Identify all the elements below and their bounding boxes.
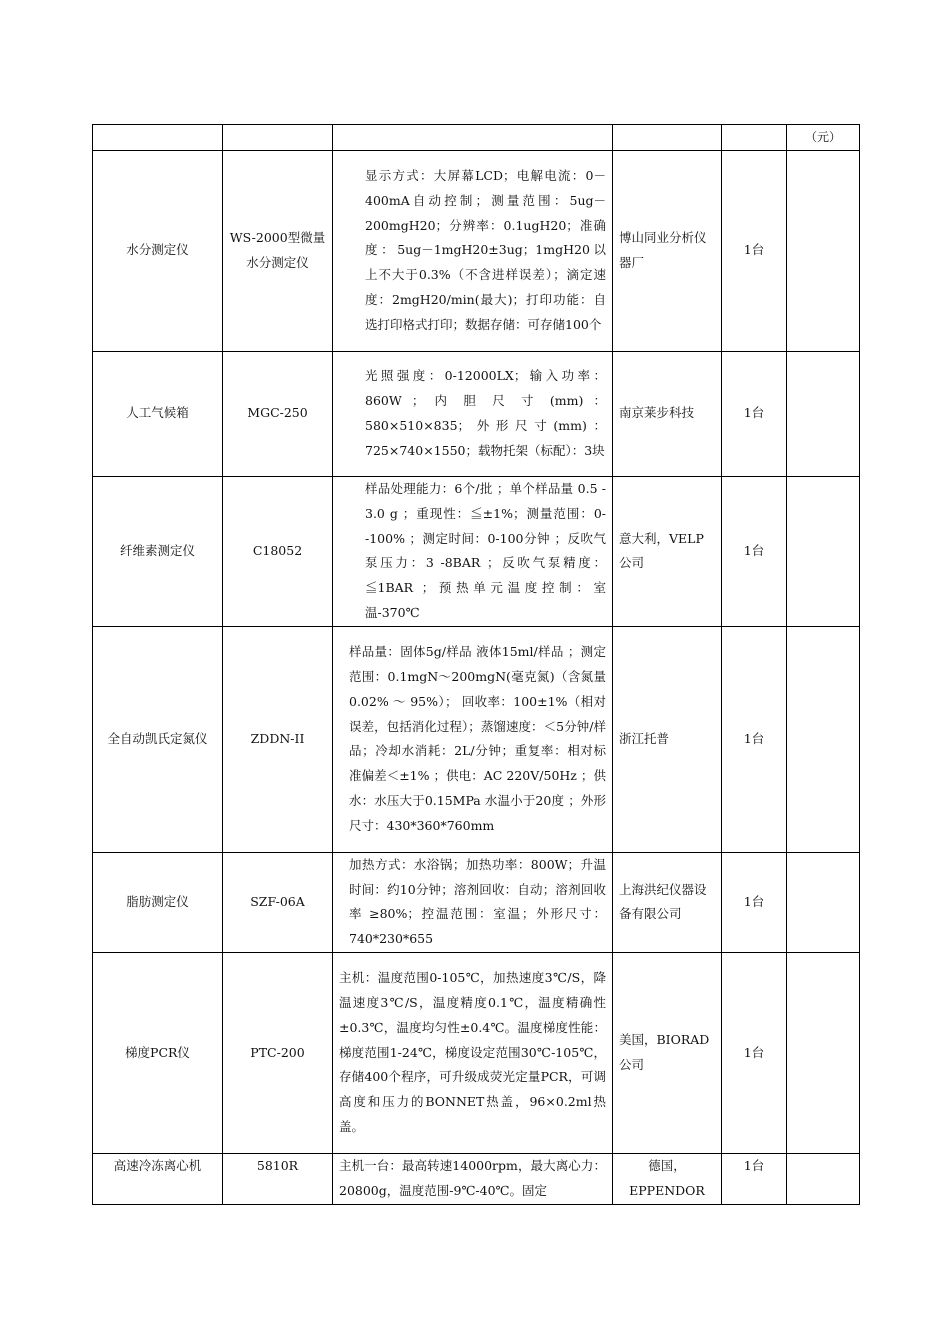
equipment-name: 梯度PCR仪 [93, 952, 223, 1153]
equipment-qty: 1台 [722, 626, 787, 852]
equipment-qty: 1台 [722, 351, 787, 476]
equipment-maker: 美国，BIORAD公司 [613, 952, 722, 1153]
equipment-name: 全自动凯氏定氮仪 [93, 626, 223, 852]
equipment-maker: 意大利，VELP公司 [613, 476, 722, 626]
equipment-qty: 1台 [722, 952, 787, 1153]
equipment-price [787, 150, 860, 351]
equipment-model: ZDDN-II [223, 626, 333, 852]
price-unit-label: （元） [787, 125, 860, 151]
header-cell-qty [722, 125, 787, 151]
table-row [93, 952, 860, 1153]
equipment-maker: 浙江托普 [613, 626, 722, 852]
equipment-name: 水分测定仪 [93, 150, 223, 351]
equipment-table [92, 124, 860, 1205]
equipment-spec: 样品量：固体5g/样品 液体15ml/样品 ；测定范围：0.1mgN～200mgN(毫克氮)（含氮量0.02% ～ 95%）； 回收率：100±1%（相对误差，包括消化过程）；蒸馏速度：＜5分钟/样品；冷却水消耗：2L/分钟；重复率：相对标准偏差＜±1% ；供电：AC 220V/50Hz ；供水：水压大于0.15MPa 水温小于20度 ；外形尺寸：430*360*760mm [333, 626, 613, 852]
equipment-qty: 1台 [722, 150, 787, 351]
equipment-maker: 德国，EPPENDOR [613, 1153, 722, 1204]
equipment-maker: 博山同业分析仪器厂 [613, 150, 722, 351]
equipment-maker: 南京莱步科技 [613, 351, 722, 476]
table-row [93, 150, 860, 351]
equipment-spec: 光照强度：0-12000LX；输入功率：860W ； 内 胆 尺 寸 (mm) ：580×510×835；外形尺寸(mm)：725×740×1550；载物托架（标配）：3块 [333, 351, 613, 476]
equipment-maker: 上海洪纪仪器设备有限公司 [613, 852, 722, 952]
equipment-qty: 1台 [722, 476, 787, 626]
equipment-name: 高速冷冻离心机 [93, 1153, 223, 1204]
equipment-spec: 加热方式：水浴锅；加热功率：800W；升温时间：约10分钟；溶剂回收：自动；溶剂回收率 ≥80%；控温范围：室温；外形尺寸：740*230*655 [333, 852, 613, 952]
equipment-price [787, 952, 860, 1153]
header-cell-spec [333, 125, 613, 151]
equipment-model: PTC-200 [223, 952, 333, 1153]
table-row [93, 852, 860, 952]
equipment-name: 脂肪测定仪 [93, 852, 223, 952]
equipment-spec: 主机：温度范围0-105℃，加热速度3℃/S，降温速度3℃/S，温度精度0.1℃，温度精确性±0.3℃，温度均匀性±0.4℃。温度梯度性能：梯度范围1-24℃，梯度设定范围30℃-105℃，存储400个程序，可升级成荧光定量PCR，可调高度和压力的BONNET热盖，96×0.2ml热盖。 [333, 952, 613, 1153]
header-cell-maker [613, 125, 722, 151]
table-row [93, 476, 860, 626]
equipment-spec: 样品处理能力：6个/批 ；单个样品量 0.5 - 3.0 g ；重现性：≦±1%；测量范围：0--100% ；测定时间：0-100分钟 ；反吹气泵压力：3 -8BAR ；反吹气泵精度：≦1BAR ；预热单元温度控制：室温-370℃ [333, 476, 613, 626]
table-row [93, 1153, 860, 1204]
equipment-price [787, 476, 860, 626]
equipment-price [787, 852, 860, 952]
header-cell-model [223, 125, 333, 151]
equipment-price [787, 351, 860, 476]
equipment-spec: 显示方式：大屏幕LCD；电解电流：0－400mA自动控制；测量范围：5ug－200mgH20；分辨率：0.1ugH20；准确度：5ug－1mgH20±3ug；1mgH20以上不大于0.3%（不含进样误差）；滴定速度：2mgH20/min(最大)；打印功能：自选打印格式打印；数据存储：可存储100个 [333, 150, 613, 351]
equipment-model: MGC-250 [223, 351, 333, 476]
equipment-qty: 1台 [722, 852, 787, 952]
equipment-model: C18052 [223, 476, 333, 626]
equipment-spec: 主机一台：最高转速14000rpm，最大离心力：20800g，温度范围-9℃-40℃。固定 [333, 1153, 613, 1204]
equipment-model: WS-2000型微量水分测定仪 [223, 150, 333, 351]
equipment-price [787, 626, 860, 852]
table-row [93, 351, 860, 476]
equipment-name: 人工气候箱 [93, 351, 223, 476]
equipment-model: SZF-06A [223, 852, 333, 952]
table-row [93, 626, 860, 852]
equipment-model: 5810R [223, 1153, 333, 1204]
equipment-name: 纤维素测定仪 [93, 476, 223, 626]
header-row [93, 125, 860, 151]
equipment-qty: 1台 [722, 1153, 787, 1204]
equipment-price [787, 1153, 860, 1204]
header-cell-name [93, 125, 223, 151]
